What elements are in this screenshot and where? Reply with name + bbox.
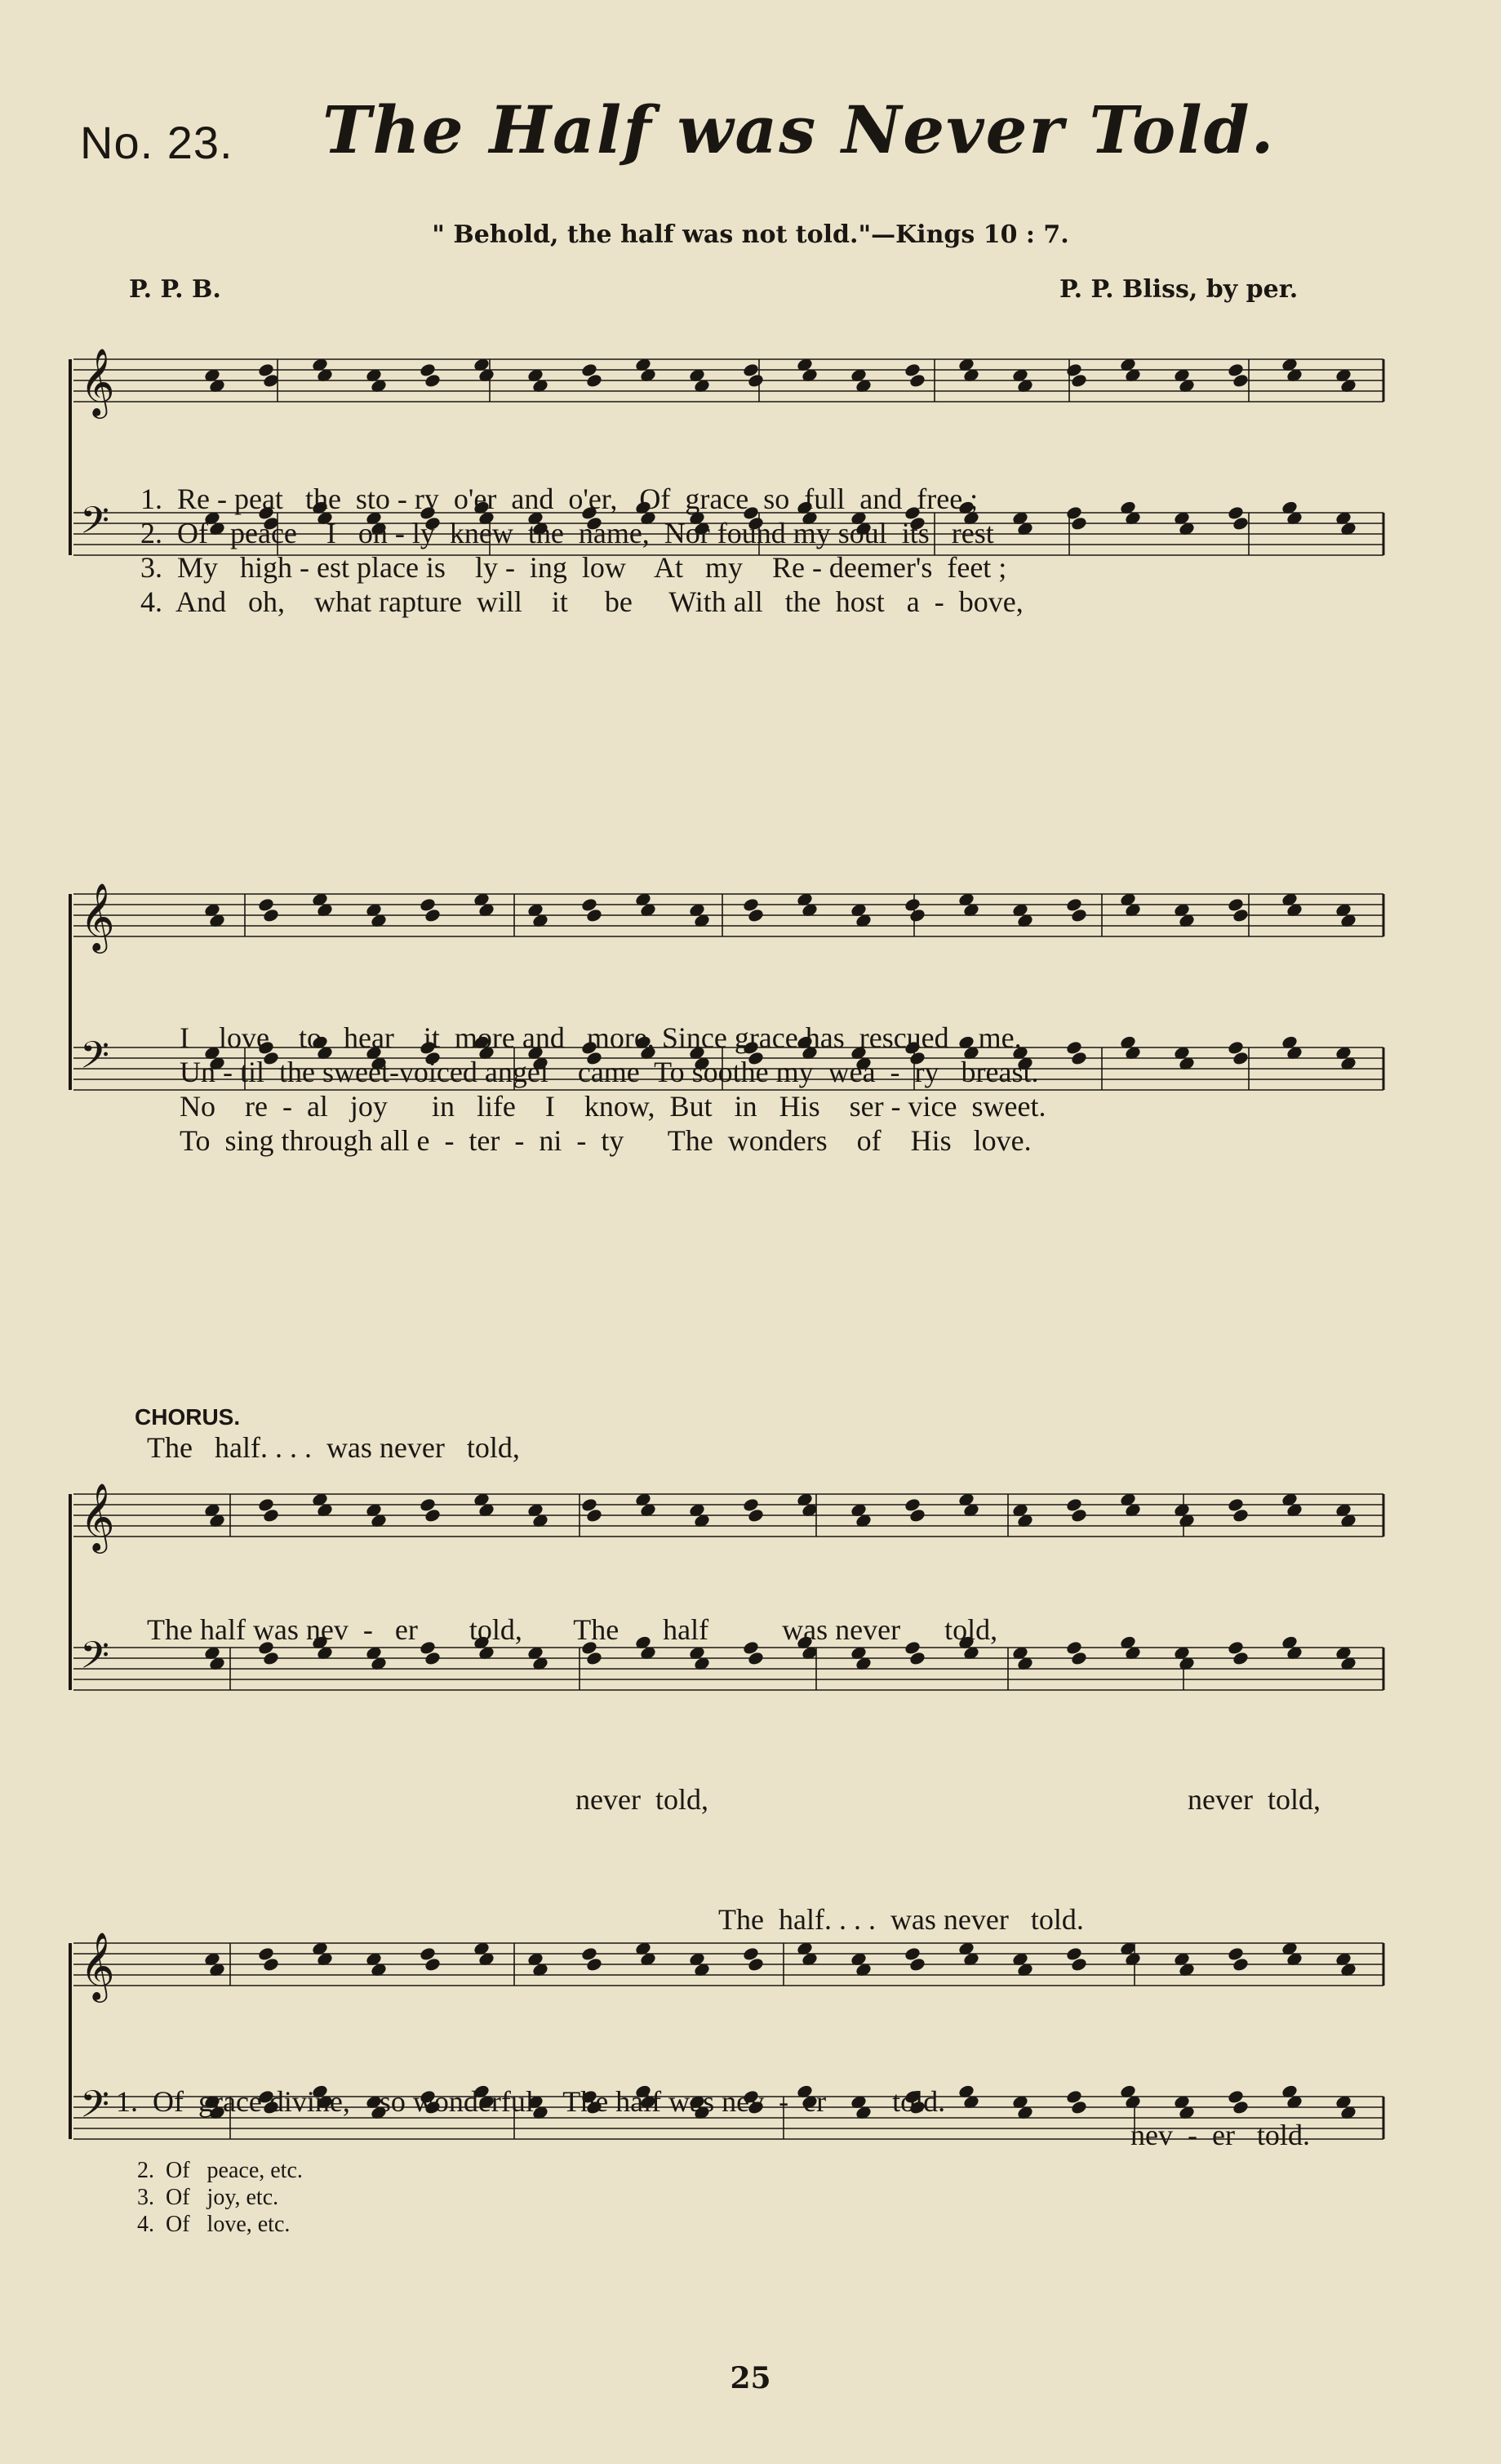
chorus-label: CHORUS.	[135, 1404, 241, 1430]
final-lyric-extra: nev - er told.	[1130, 2119, 1310, 2151]
chorus-middle-text: The half was nev - er told, The half was never told,	[147, 1613, 998, 1646]
verse-note-3: 3. Of joy, etc.	[137, 2185, 279, 2210]
chorus-upper-text: The half. . . . was never told,	[147, 1431, 520, 1464]
bass-clef-icon: 𝄢	[80, 2083, 110, 2136]
verse-1-line-3: 3. My high - est place is ly - ing low At my Re - deemer's feet ;	[140, 551, 1007, 584]
hymn-title: The Half was Never Told.	[322, 91, 1276, 168]
chorus-bass-text-2: never told,	[1188, 1783, 1321, 1816]
composer-credit: P. P. Bliss, by per.	[1059, 275, 1299, 304]
chorus-bass-text-1: never told,	[575, 1783, 708, 1816]
verse-note-4: 4. Of love, etc.	[137, 2212, 291, 2237]
epigraph: " Behold, the half was not told."—Kings 10 : 7.	[432, 220, 1069, 249]
hymn-number: No. 23.	[80, 117, 233, 168]
final-lyric: 1. Of grace divine, so wonderful, The half was nev - er told.	[116, 2085, 946, 2118]
verse-2-line-3: No re - al joy in life I know, But in His ser - vice sweet.	[180, 1090, 1046, 1123]
verse-note-2: 2. Of peace, etc.	[137, 2158, 303, 2183]
author-credit: P. P. B.	[129, 275, 221, 304]
verse-1-line-2: 2. Of peace I on - ly knew the name, Nor found my soul its rest	[140, 517, 994, 549]
verse-1-line-1: 1. Re - peat the sto - ry o'er and o'er, Of grace so full and free ;	[140, 483, 979, 515]
verse-2-line-1: I love to hear it more and more, Since grace has rescued me.	[180, 1021, 1022, 1054]
verse-2-line-4: To sing through all e - ter - ni - ty The wonders of His love.	[180, 1124, 1032, 1157]
treble-clef-icon: 𝄞	[80, 347, 115, 416]
treble-clef-icon: 𝄞	[80, 1482, 115, 1550]
verse-2-line-2: Un - til the sweet-voiced angel came To soothe my wea - ry breast.	[180, 1056, 1039, 1088]
verse-1-line-4: 4. And oh, what rapture will it be With all the host a - bove,	[140, 585, 1024, 618]
page-number: 25	[730, 2361, 771, 2395]
bass-clef-icon: 𝄢	[80, 1634, 110, 1687]
bass-clef-icon: 𝄢	[80, 1034, 110, 1087]
treble-clef-icon: 𝄞	[80, 1931, 115, 1999]
final-upper-text: The half. . . . was never told.	[718, 1903, 1084, 1936]
treble-clef-icon: 𝄞	[80, 882, 115, 950]
bass-clef-icon: 𝄢	[80, 499, 110, 552]
